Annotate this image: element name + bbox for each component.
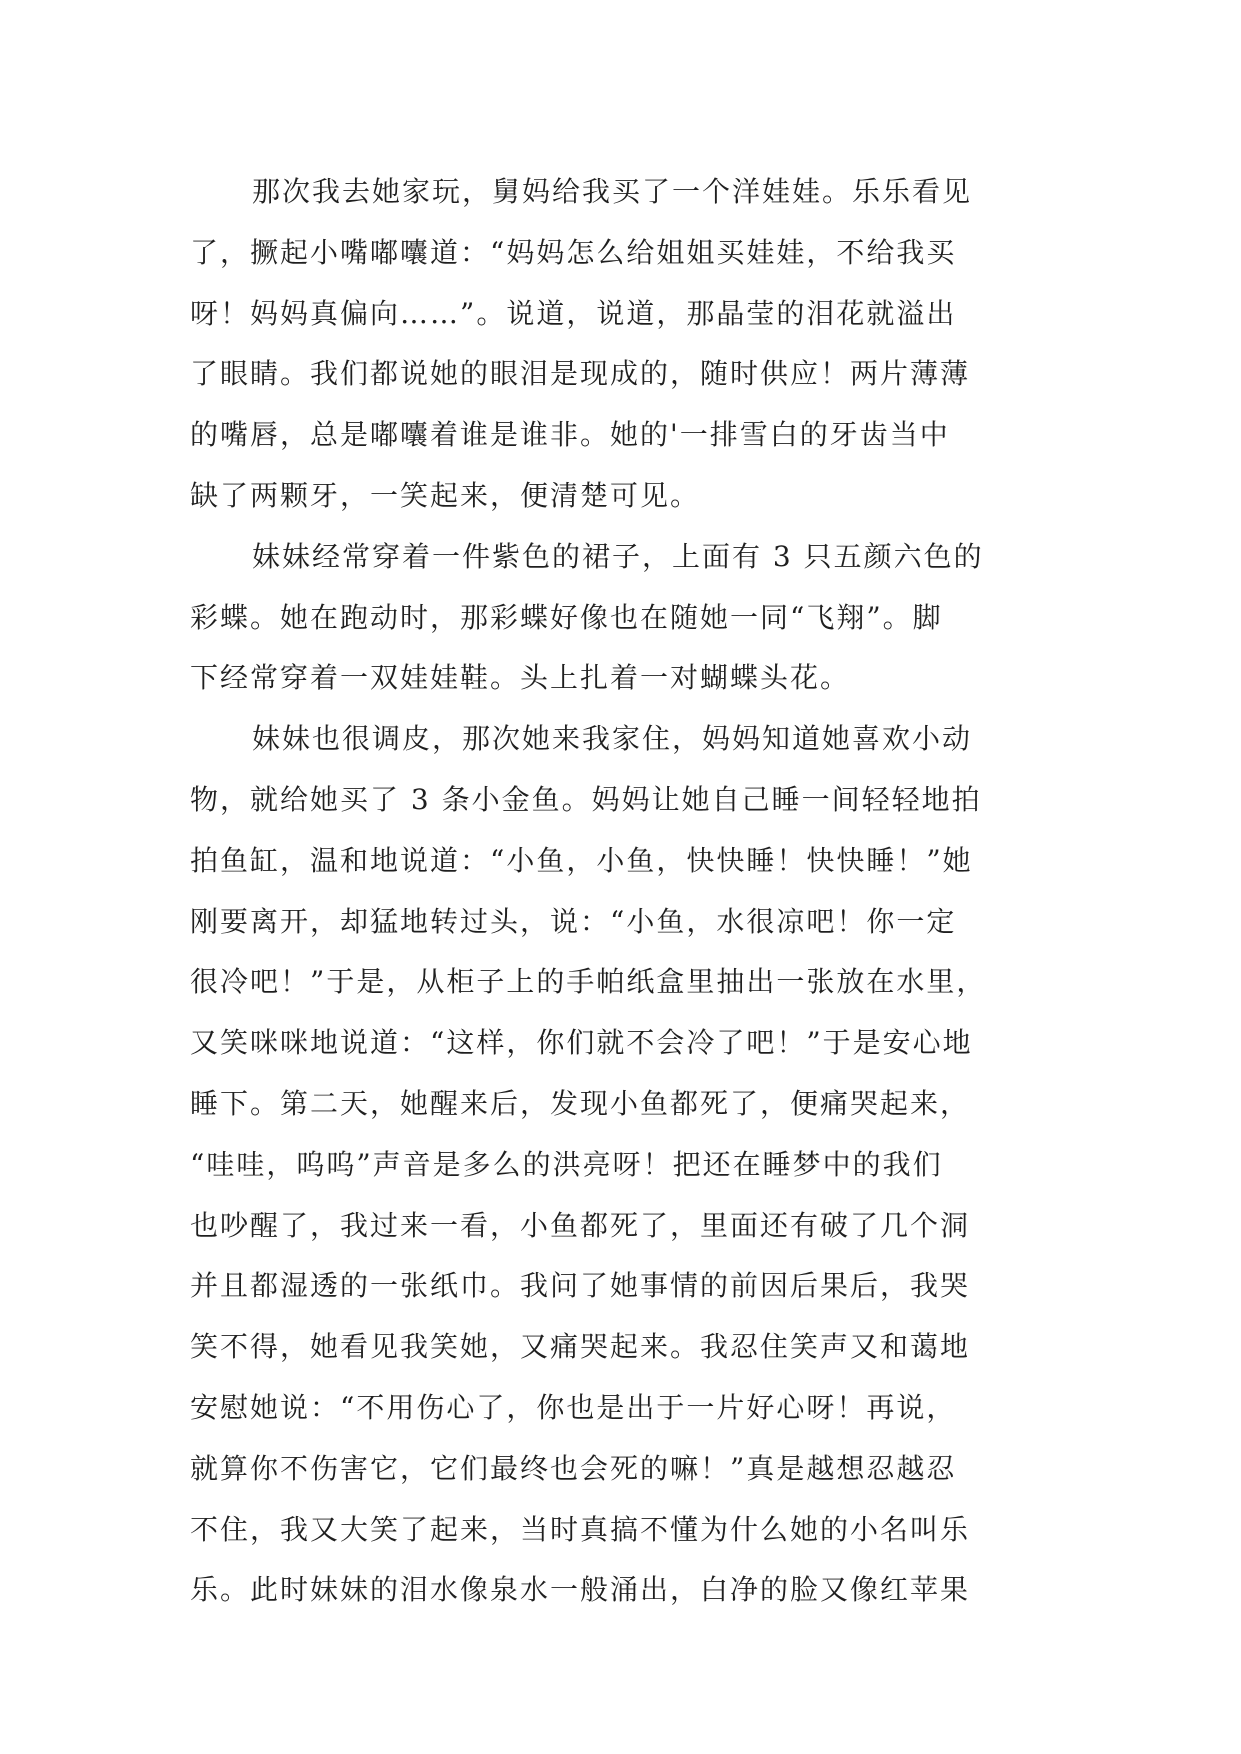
text-line: 也吵醒了，我过来一看，小鱼都死了，里面还有破了几个洞 [190, 1208, 971, 1242]
text-line: 缺了两颗牙，一笑起来，便清楚可见。 [190, 478, 701, 512]
text-line: 安慰她说：“不用伤心了，你也是出于一片好心呀！再说， [190, 1390, 957, 1424]
text-line: 不住，我又大笑了起来，当时真搞不懂为什么她的小名叫乐 [190, 1512, 971, 1546]
text-line: 睡下。第二天，她醒来后，发现小鱼都死了，便痛哭起来， [190, 1086, 971, 1120]
text-line: 彩蝶。她在跑动时，那彩蝶好像也在随她一同“飞翔”。脚 [190, 600, 943, 634]
text-line: 刚要离开，却猛地转过头，说：“小鱼，水很凉吧！你一定 [190, 904, 957, 938]
text-line: 笑不得，她看见我笑她，又痛哭起来。我忍住笑声又和蔼地 [190, 1330, 971, 1364]
text-line: 并且都湿透的一张纸巾。我问了她事情的前因后果后，我哭 [190, 1269, 971, 1303]
paragraph-1 [190, 162, 1055, 527]
text-line: 妹妹经常穿着一件紫色的裙子，上面有 3 只五颜六色的 [252, 539, 984, 573]
text-line: 那次我去她家玩，舅妈给我买了一个洋娃娃。乐乐看见 [252, 175, 973, 208]
text-line: 了，撅起小嘴嘟囔道：“妈妈怎么给姐姐买娃娃，不给我买 [190, 235, 957, 269]
text-line: 妹妹也很调皮，那次她来我家住，妈妈知道她喜欢小动 [252, 722, 973, 756]
paragraph-3 [190, 709, 1055, 1621]
text-line: 很冷吧！”于是，从柜子上的手帕纸盒里抽出一张放在水里， [190, 965, 987, 999]
text-line: 物，就给她买了 3 条小金鱼。妈妈让她自己睡一间轻轻地拍 [190, 782, 982, 816]
text-line: 乐。此时妹妹的泪水像泉水一般涌出，白净的脸又像红苹果 [190, 1573, 971, 1607]
document-body [190, 162, 1055, 1621]
text-line: 就算你不伤害它，它们最终也会死的嘛！”真是越想忍越忍 [190, 1451, 957, 1485]
text-line: 的嘴唇，总是嘟囔着谁是谁非。她的'一排雪白的牙齿当中 [190, 418, 950, 452]
paragraph-2 [190, 527, 1055, 709]
text-line: “哇哇，呜呜”声音是多么的洪亮呀！把还在睡梦中的我们 [190, 1147, 943, 1181]
text-line: 了眼睛。我们都说她的眼泪是现成的，随时供应！两片薄薄 [190, 357, 971, 391]
text-line: 呀！妈妈真偏向……”。说道，说道，那晶莹的泪花就溢出 [190, 296, 957, 330]
text-line: 拍鱼缸，温和地说道：“小鱼，小鱼，快快睡！快快睡！”她 [190, 843, 973, 877]
text-line: 下经常穿着一双娃娃鞋。头上扎着一对蝴蝶头花。 [190, 661, 851, 695]
text-line: 又笑咪咪地说道：“这样，你们就不会冷了吧！”于是安心地 [190, 1026, 973, 1060]
